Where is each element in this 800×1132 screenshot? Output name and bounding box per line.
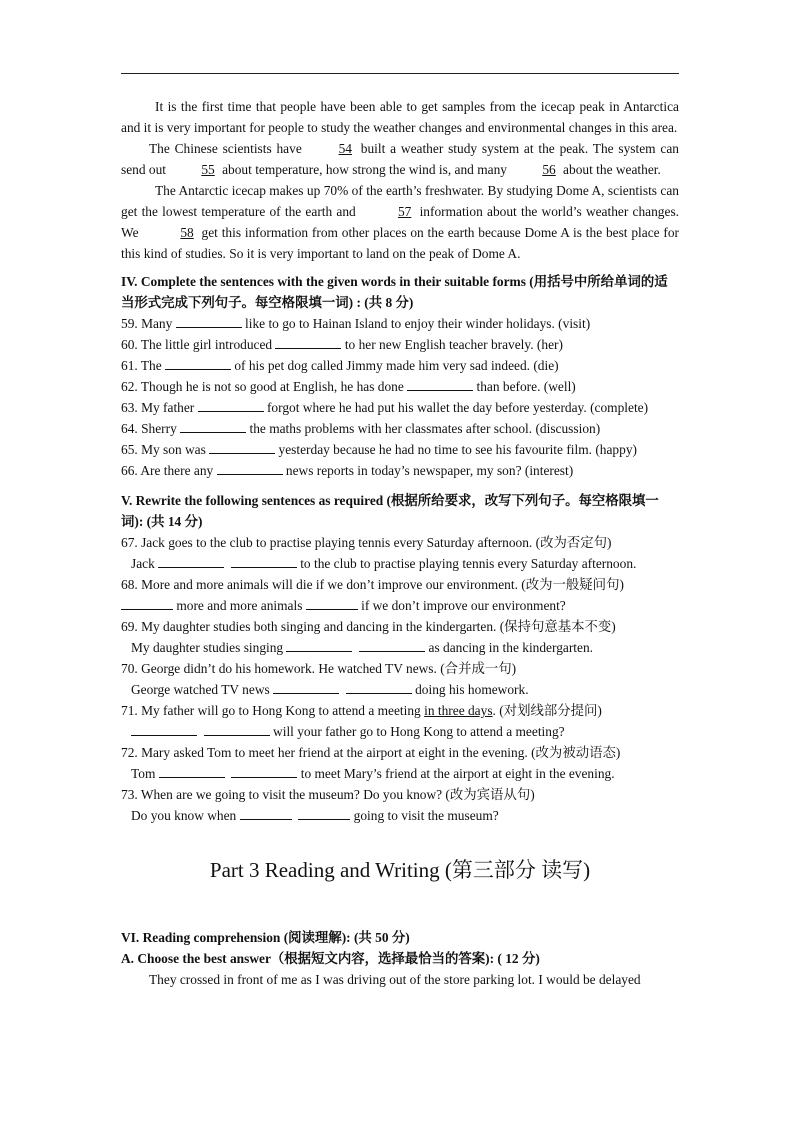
text-run: get this information from other places on the earth because Dome A is the best place for this kind of studies. So it is very important to land on the peak of Dome A. — [121, 225, 680, 261]
blank-57[interactable]: 57 — [397, 204, 412, 219]
text-run: 62. Though he is not so good at English, he has done — [121, 379, 408, 394]
answer-line-72 — [121, 763, 679, 784]
passage-paragraph-2 — [121, 138, 679, 180]
question-72: 72. Mary asked Tom to meet her friend at the airport at eight in the evening. (改为被动语态) — [121, 745, 621, 760]
question-63 — [121, 397, 679, 418]
text-run: doing his homework. — [411, 682, 529, 697]
question-59 — [121, 313, 679, 334]
text-run: Jack — [131, 556, 159, 571]
answer-line-73 — [121, 805, 679, 826]
question-62 — [121, 376, 679, 397]
text-run: 64. Sherry — [121, 421, 181, 436]
answer-blank[interactable] — [273, 681, 339, 694]
text-run: as dancing in the kindergarten. — [425, 640, 594, 655]
section-6a-heading: A. Choose the best answer（根据短文内容，选择最恰当的答案): ( 12 分) — [121, 951, 540, 966]
answer-line-71 — [121, 721, 679, 742]
text-run: to her new English teacher bravely. (her) — [341, 337, 563, 352]
section-6-heading: VI. Reading comprehension (阅读理解): (共 50 分) — [121, 930, 410, 945]
text-run: George watched TV news — [131, 682, 274, 697]
blank-54[interactable]: 54 — [338, 141, 352, 156]
text-run: yesterday because he had no time to see his favourite film. (happy) — [275, 442, 637, 457]
question-66 — [121, 460, 679, 481]
answer-blank[interactable] — [359, 639, 425, 652]
text-run: of his pet dog called Jimmy made him very sad indeed. (die) — [231, 358, 559, 373]
blank-56[interactable]: 56 — [542, 162, 556, 177]
answer-blank[interactable] — [131, 723, 197, 736]
text-run: 71. My father will go to Hong Kong to attend a meeting — [121, 703, 425, 718]
answer-blank[interactable] — [275, 336, 341, 349]
answer-blank[interactable] — [176, 315, 242, 328]
answer-blank[interactable] — [231, 765, 297, 778]
text-run: if we don’t improve our environment? — [357, 598, 566, 613]
answer-blank[interactable] — [159, 765, 225, 778]
text-run: to the club to practise playing tennis every Saturday afternoon. — [296, 556, 637, 571]
answer-blank[interactable] — [198, 399, 264, 412]
question-70: 70. George didn’t do his homework. He watched TV news. (合并成一句) — [121, 661, 517, 676]
answer-blank[interactable] — [240, 807, 292, 820]
answer-blank[interactable] — [121, 597, 173, 610]
answer-blank[interactable] — [286, 639, 352, 652]
text-run: more and more animals — [173, 598, 306, 613]
answer-blank[interactable] — [217, 462, 283, 475]
question-68: 68. More and more animals will die if we don’t improve our environment. (改为一般疑问句) — [121, 577, 624, 592]
question-60 — [121, 334, 679, 355]
text-run: to meet Mary’s friend at the airport at eight in the evening. — [297, 766, 615, 781]
text-run: than before. (well) — [473, 379, 576, 394]
text-run: about the weather. — [559, 162, 661, 177]
text-run: going to visit the museum? — [350, 808, 499, 823]
text-run: forgot where he had put his wallet the day before yesterday. (complete) — [263, 400, 649, 415]
underlined-phrase: in three days — [424, 703, 493, 718]
answer-blank[interactable] — [346, 681, 412, 694]
question-64 — [121, 418, 679, 439]
passage-paragraph-3 — [121, 180, 679, 264]
header-rule — [121, 73, 679, 74]
text-run: 66. Are there any — [121, 463, 217, 478]
text-run: The Chinese scientists have — [149, 141, 307, 156]
question-73: 73. When are we going to visit the museum? Do you know? (改为宾语从句) — [121, 787, 535, 802]
text-run: 59. Many — [121, 316, 176, 331]
question-69: 69. My daughter studies both singing and dancing in the kindergarten. (保持句意基本不变) — [121, 619, 616, 634]
worksheet-page — [121, 96, 679, 990]
text-run: My daughter studies singing — [131, 640, 287, 655]
question-71 — [121, 700, 679, 721]
answer-blank[interactable] — [407, 378, 473, 391]
text-run: built a weather study system at the peak. The system can send out — [121, 141, 679, 177]
reading-passage-first-line: They crossed in front of me as I was driving out of the store parking lot. I would be delayed — [149, 972, 641, 987]
text-run: like to go to Hainan Island to enjoy their winder holidays. (visit) — [241, 316, 591, 331]
text-run: Do you know when — [131, 808, 240, 823]
answer-blank[interactable] — [204, 723, 270, 736]
text-run: . (对划线部分提问) — [492, 703, 602, 718]
answer-blank[interactable] — [158, 555, 224, 568]
answer-line-67 — [121, 553, 679, 574]
blank-55[interactable]: 55 — [201, 162, 215, 177]
text-run: The Antarctic icecap makes up 70% of the earth’s freshwater. By studying Dome A, scientists can get the lowest temperature of the earth and — [121, 183, 679, 219]
question-67: 67. Jack goes to the club to practise playing tennis every Saturday afternoon. (改为否定句) — [121, 535, 612, 550]
part-3-title: Part 3 Reading and Writing (第三部分 读写) — [209, 858, 591, 882]
answer-blank[interactable] — [165, 357, 231, 370]
answer-blank[interactable] — [306, 597, 358, 610]
answer-blank[interactable] — [209, 441, 275, 454]
text-run: the maths problems with her classmates after school. (discussion) — [246, 421, 601, 436]
passage-paragraph-1: It is the first time that people have been able to get samples from the icecap peak in Antarctica and it is very important for people to study the weather changes and environmental changes in this area. — [121, 99, 679, 135]
text-run: about temperature, how strong the wind is, and many — [218, 162, 511, 177]
answer-line-69 — [121, 637, 679, 658]
answer-blank[interactable] — [231, 555, 297, 568]
answer-blank[interactable] — [298, 807, 350, 820]
section-4-heading: IV. Complete the sentences with the given words in their suitable forms (用括号中所给单词的适当形式完成下列句子。每空格限填一词) : (共 8 分) — [121, 274, 668, 310]
answer-blank[interactable] — [180, 420, 246, 433]
question-61 — [121, 355, 679, 376]
text-run: will your father go to Hong Kong to attend a meeting? — [269, 724, 565, 739]
answer-line-70 — [121, 679, 679, 700]
text-run: 63. My father — [121, 400, 198, 415]
text-run: information about the world’s weather changes. We — [121, 204, 680, 240]
text-run: Tom — [131, 766, 159, 781]
answer-line-68 — [121, 595, 679, 616]
section-4-items — [121, 313, 679, 481]
blank-58[interactable]: 58 — [180, 225, 194, 240]
text-run: 65. My son was — [121, 442, 210, 457]
section-5-items — [121, 532, 679, 826]
text-run: news reports in today’s newspaper, my son? (interest) — [282, 463, 574, 478]
text-run: 61. The — [121, 358, 166, 373]
question-65 — [121, 439, 679, 460]
text-run: 60. The little girl introduced — [121, 337, 276, 352]
section-5-heading: V. Rewrite the following sentences as required (根据所给要求，改写下列句子。每空格限填一词): (共 14 分) — [121, 493, 659, 529]
